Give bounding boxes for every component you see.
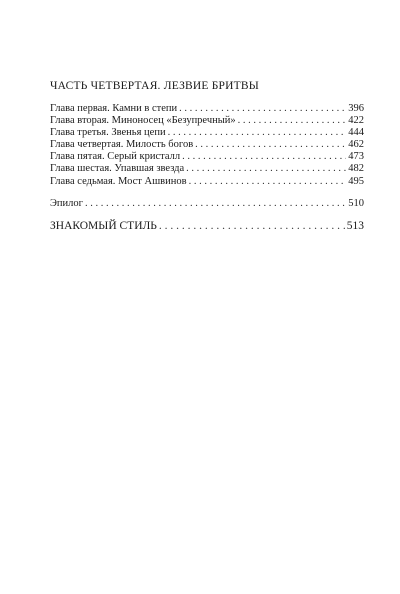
toc-entry-chapter-1 [50,103,364,115]
toc-entry-page: 444 [348,127,364,139]
toc-entry-page: 495 [348,175,364,187]
toc-entry-label: ЗНАКОМЫЙ СТИЛЬ [50,220,157,232]
toc-entry-page: 482 [348,163,364,175]
toc-entry-chapter-6 [50,163,364,175]
toc-entry-label: Глава шестая. Упавшая звезда [50,163,185,175]
toc-entry-page: 462 [348,139,364,151]
toc-entry-label: Эпилог [50,198,83,209]
toc-entry-label: Глава вторая. Миноносец «Безупречный» [50,115,236,127]
toc-entry-chapter-2 [50,115,364,127]
final-section-entry [50,220,364,233]
toc-entry-chapter-5 [50,151,364,163]
dot-leader [85,198,346,210]
toc-entry-epilogue [50,198,364,210]
toc-entry-chapter-4 [50,139,364,151]
toc-entry-chapter-3 [50,127,364,139]
dot-leader [195,139,346,151]
toc-entry-label: Глава первая. Камни в степи [50,103,178,114]
toc-entry-page: 396 [348,103,364,114]
toc-entry-label: Глава седьмая. Мост Ашвинов [50,175,187,187]
toc-entry-page: 510 [348,198,364,209]
dot-leader [182,151,346,163]
toc-entry-label: Глава третья. Звенья цепи [50,127,166,139]
dot-leader [168,127,347,139]
toc-entry-final-section [50,220,364,233]
epilogue-entry [50,198,364,210]
toc-entry-chapter-7 [50,176,364,188]
dot-leader [189,176,347,188]
part-title: ЧАСТЬ ЧЕТВЕРТАЯ. ЛЕЗВИЕ БРИТВЫ [50,80,259,92]
dot-leader [238,115,347,127]
toc-entry-label: Глава пятая. Серый кристалл [50,151,181,163]
toc-entry-page: 513 [346,220,364,232]
toc-entry-page: 473 [348,151,364,163]
toc-entry-page: 422 [348,115,364,127]
dot-leader [159,220,345,233]
dot-leader [179,103,346,115]
toc-entry-label: Глава четвертая. Милость богов [50,139,194,151]
dot-leader [186,163,346,175]
chapter-list [50,103,364,188]
